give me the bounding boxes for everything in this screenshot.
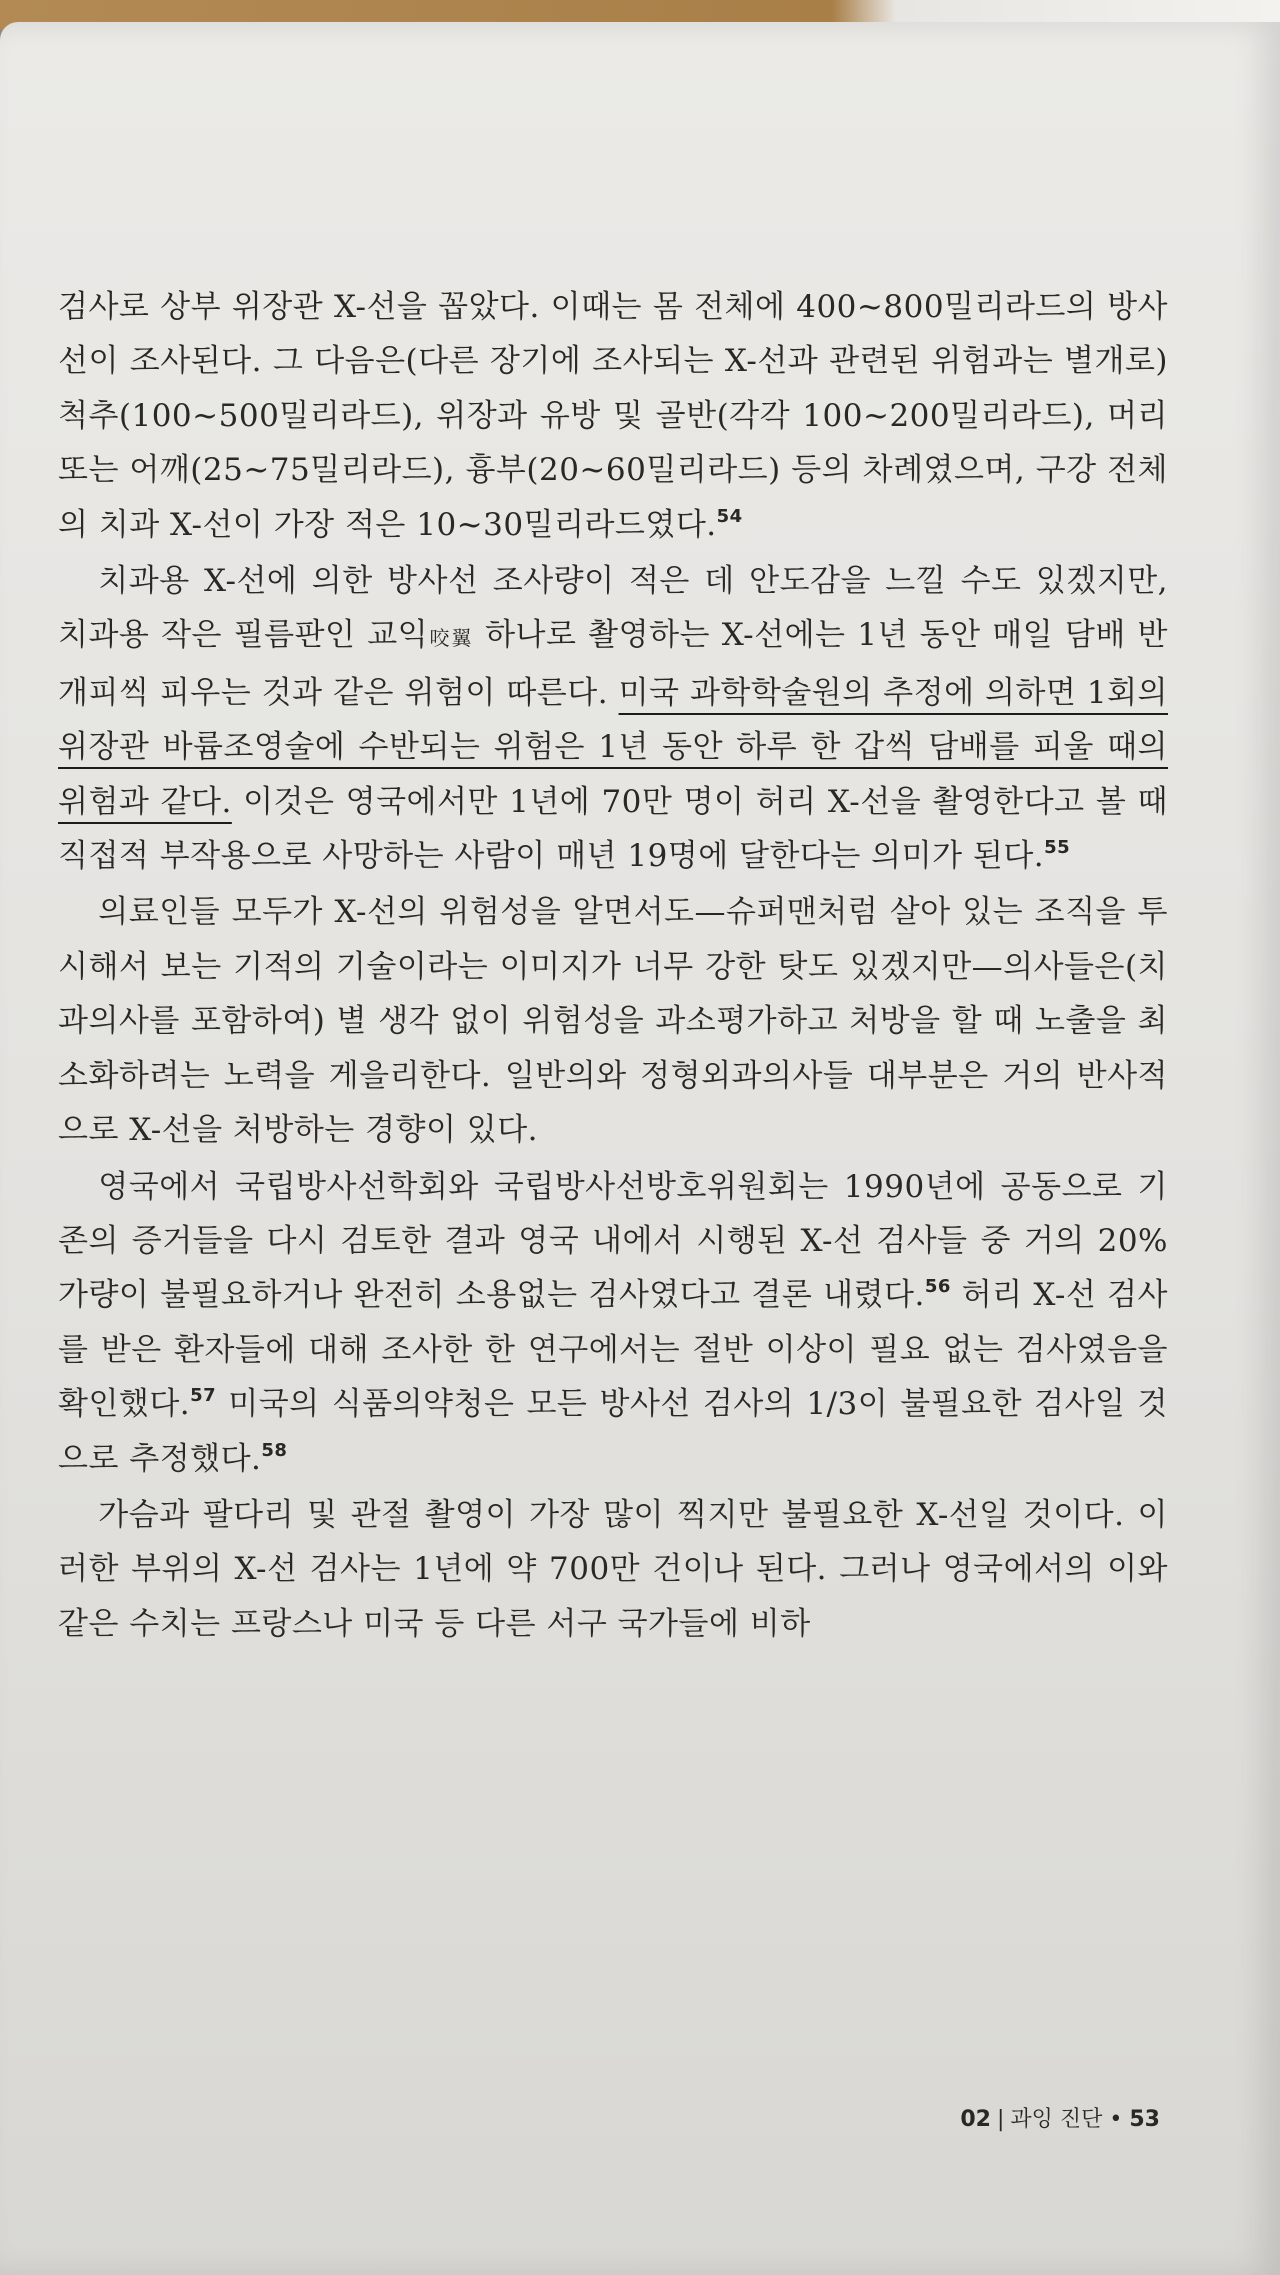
paragraph-4-text-b: 허리 X-선 검사를 받은 환자들에 대해 조사한 한 연구에서는 절반 이상이 필요 없는 검사였음을 확인했다. xyxy=(58,1277,1168,1423)
paragraph-1 xyxy=(58,280,1168,552)
paragraph-2-text-c: 이것은 영국에서만 1년에 70만 명이 허리 X-선을 촬영한다고 볼 때 직접적 부작용으로 사망하는 사람이 매년 19명에 달한다는 의미가 된다. xyxy=(58,783,1168,875)
chapter-title: 과잉 진단 xyxy=(1010,2107,1103,2132)
paragraph-4-text-a: 영국에서 국립방사선학회와 국립방사선방호위원회는 1990년에 공동으로 기존의 증거들을 다시 검토한 결과 영국 내에서 시행된 X-선 검사들 중 거의 20% 가량이 불필요하거나 완전히 소용없는 검사였다고 결론 내렸다. xyxy=(58,1168,1168,1314)
chapter-number: 02 xyxy=(960,2107,991,2132)
footnote-marker-54: 54 xyxy=(716,505,743,527)
paragraph-2 xyxy=(58,554,1168,883)
footnote-marker-57: 57 xyxy=(190,1385,217,1407)
paragraph-2-text-a: 치과용 X-선에 의한 방사선 조사량이 적은 데 안도감을 느낄 수도 있겠지만, 치과용 작은 필름판인 교익 xyxy=(58,563,1168,654)
footer-separator: | xyxy=(996,2107,1005,2132)
footnote-marker-56: 56 xyxy=(924,1276,951,1298)
footer-bullet: • xyxy=(1109,2107,1123,2132)
paragraph-3 xyxy=(58,885,1168,1157)
paragraph-5-text: 가슴과 팔다리 및 관절 촬영이 가장 많이 찍지만 불필요한 X-선일 것이다. 이러한 부위의 X-선 검사는 1년에 약 700만 건이나 된다. 그러나 영국에서의 이와 같은 수치는 프랑스나 미국 등 다른 서구 국가들에 비하 xyxy=(58,1496,1168,1642)
page-footer xyxy=(960,2102,1160,2133)
paragraph-1-text: 검사로 상부 위장관 X-선을 꼽았다. 이때는 몸 전체에 400~800밀리라드의 방사선이 조사된다. 그 다음은(다른 장기에 조사되는 X-선과 관련된 위험과는 별개로) 척추(100~500밀리라드), 위장과 유방 및 골반(각각 100~200밀리라드), 머리 또는 어깨(25~75밀리라드), 흉부(20~60밀리라드) 등의 차례였으며, 구강 전체의 치과 X-선이 가장 적은 10~30밀리라드였다. xyxy=(58,289,1168,543)
paragraph-4 xyxy=(58,1160,1168,1486)
page-body-text xyxy=(58,280,1168,1653)
paragraph-5 xyxy=(58,1488,1168,1651)
paragraph-4-text-c: 미국의 식품의약청은 모든 방사선 검사의 1/3이 불필요한 검사일 것으로 추정했다. xyxy=(58,1386,1168,1477)
paragraph-2-text-b: 하나로 촬영하는 X-선에는 1년 동안 매일 담배 반 개피씩 피우는 것과 같은 위험이 따른다. xyxy=(58,617,1169,711)
paragraph-3-text: 의료인들 모두가 X-선의 위험성을 알면서도—슈퍼맨처럼 살아 있는 조직을 투시해서 보는 기적의 기술이라는 이미지가 너무 강한 탓도 있겠지만—의사들은(치과의사를 포함하여) 별 생각 없이 위험성을 과소평가하고 처방을 할 때 노출을 최소화하려는 노력을 게을리한다. 일반의와 정형외과의사들 대부분은 거의 반사적으로 X-선을 처방하는 경향이 있다. xyxy=(58,894,1168,1149)
page-number: 53 xyxy=(1129,2107,1160,2132)
footnote-marker-55: 55 xyxy=(1044,837,1071,859)
footnote-marker-58: 58 xyxy=(261,1439,288,1461)
underlined-passage: 미국 과학학술원의 추정에 의하면 1회의 위장관 바륨조영술에 수반되는 위험은 1년 동안 하루 한 갑씩 담배를 피울 때의 위험과 같다. xyxy=(58,674,1168,820)
hanja-gloss: 咬翼 xyxy=(428,626,474,651)
book-page xyxy=(0,22,1280,2275)
